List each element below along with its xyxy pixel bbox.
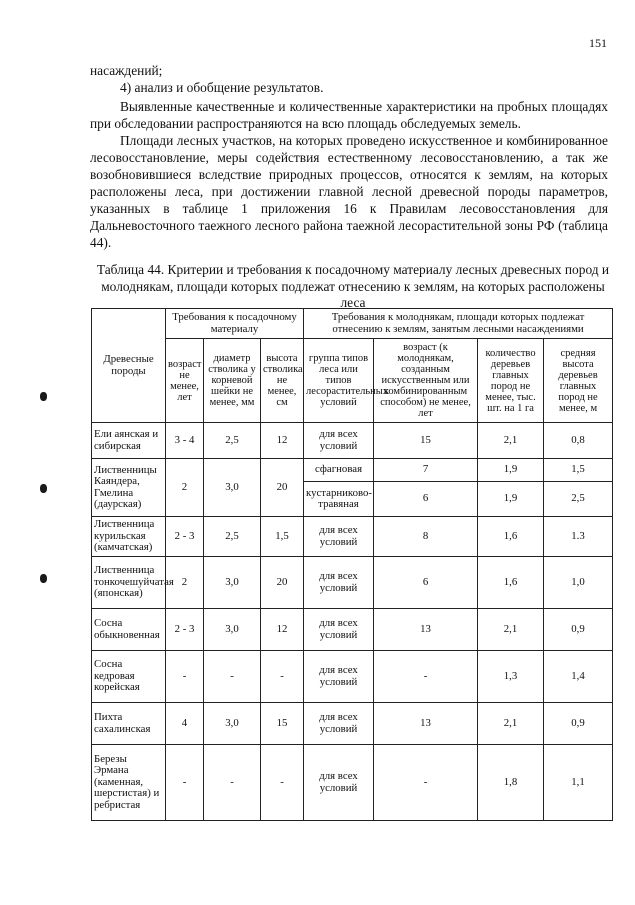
binder-hole-mark bbox=[40, 484, 47, 493]
cell-group: для всех условий bbox=[304, 557, 374, 609]
cell-avg-height: 0,9 bbox=[544, 609, 613, 651]
cell-age: 2 bbox=[166, 557, 204, 609]
cell-height: 1,5 bbox=[261, 517, 304, 557]
paragraph-3: Выявленные качественные и количественные характеристики на пробных площадях при обследовании распространяются на всю площадь обследуемых земель. bbox=[90, 99, 608, 131]
cell-avg-height: 1,4 bbox=[544, 651, 613, 703]
header-col-young-age: возраст (к молоднякам, созданным искусственным или комбинированным способом) не менее, лет bbox=[374, 339, 478, 423]
page-number: 151 bbox=[589, 36, 607, 50]
cell-group: для всех условий bbox=[304, 745, 374, 821]
header-col-avg-height: средняя высота деревьев главных пород не менее, м bbox=[544, 339, 613, 423]
cell-count: 1,9 bbox=[478, 459, 544, 482]
cell-count: 1,6 bbox=[478, 557, 544, 609]
header-planting: Требования к посадочному материалу bbox=[166, 309, 304, 339]
criteria-table bbox=[91, 308, 613, 821]
cell-height: 15 bbox=[261, 703, 304, 745]
table-header-row-2 bbox=[92, 339, 613, 423]
table-row bbox=[92, 745, 613, 821]
cell-diameter: 2,5 bbox=[204, 423, 261, 459]
cell-age: - bbox=[166, 651, 204, 703]
cell-age: 2 - 3 bbox=[166, 517, 204, 557]
header-col-diameter: диаметр стволика у корневой шейки не менее, мм bbox=[204, 339, 261, 423]
cell-diameter: - bbox=[204, 745, 261, 821]
cell-group: для всех условий bbox=[304, 517, 374, 557]
cell-height: - bbox=[261, 651, 304, 703]
cell-height: 20 bbox=[261, 557, 304, 609]
cell-young-age: 13 bbox=[374, 703, 478, 745]
paragraph-2: 4) анализ и обобщение результатов. bbox=[120, 80, 324, 95]
cell-species: Ели аянская и сибирская bbox=[92, 423, 166, 459]
binder-hole-mark bbox=[40, 574, 47, 583]
cell-young-age: 8 bbox=[374, 517, 478, 557]
table-row bbox=[92, 651, 613, 703]
header-col-count: количество деревьев главных пород не менее, тыс. шт. на 1 га bbox=[478, 339, 544, 423]
paragraph-1: насаждений; bbox=[90, 63, 163, 78]
cell-young-age: 15 bbox=[374, 423, 478, 459]
cell-avg-height: 2,5 bbox=[544, 482, 613, 517]
cell-young-age: 13 bbox=[374, 609, 478, 651]
cell-diameter: 3,0 bbox=[204, 557, 261, 609]
cell-age: 3 - 4 bbox=[166, 423, 204, 459]
table-header-row-1 bbox=[92, 309, 613, 339]
cell-count: 2,1 bbox=[478, 703, 544, 745]
cell-young-age: - bbox=[374, 745, 478, 821]
cell-young-age: - bbox=[374, 651, 478, 703]
binder-hole-mark bbox=[40, 392, 47, 401]
cell-height: 20 bbox=[261, 459, 304, 517]
cell-height: - bbox=[261, 745, 304, 821]
cell-young-age: 6 bbox=[374, 482, 478, 517]
paragraph-4: Площади лесных участков, на которых проведено искусственное и комбинированное лесовосстановление, меры содействия естественному лесовосстановлению, а так же возобновившиеся вследствие природных процессов, относятся к землям, на которых расположены леса, при достижении главной лесной древесной породы параметров, указанных в таблице 1 приложения 16 к Правилам лесовосстановления для Дальневосточного таежного лесного района таежной лесорастительной зоны РФ (таблица 44). bbox=[90, 133, 608, 250]
cell-avg-height: 1,1 bbox=[544, 745, 613, 821]
cell-height: 12 bbox=[261, 423, 304, 459]
cell-count: 2,1 bbox=[478, 609, 544, 651]
cell-diameter: 3,0 bbox=[204, 459, 261, 517]
table-row bbox=[92, 423, 613, 459]
cell-group: для всех условий bbox=[304, 651, 374, 703]
cell-group: для всех условий bbox=[304, 423, 374, 459]
cell-avg-height: 0,9 bbox=[544, 703, 613, 745]
header-col-height: высота стволика не менее, см bbox=[261, 339, 304, 423]
cell-diameter: 3,0 bbox=[204, 703, 261, 745]
cell-count: 1,9 bbox=[478, 482, 544, 517]
cell-diameter: 3,0 bbox=[204, 609, 261, 651]
cell-age: - bbox=[166, 745, 204, 821]
cell-young-age: 7 bbox=[374, 459, 478, 482]
cell-species: Сосна кедровая корейская bbox=[92, 651, 166, 703]
cell-diameter: - bbox=[204, 651, 261, 703]
cell-species: Лиственница тонкочешуйчатая (японская) bbox=[92, 557, 166, 609]
body-text bbox=[90, 62, 608, 251]
table-row bbox=[92, 609, 613, 651]
cell-group: для всех условий bbox=[304, 609, 374, 651]
cell-avg-height: 1.3 bbox=[544, 517, 613, 557]
cell-group: кустарниково-травяная bbox=[304, 482, 374, 517]
cell-count: 1,8 bbox=[478, 745, 544, 821]
cell-species: Лиственницы Каяндера, Гмелина (даурская) bbox=[92, 459, 166, 517]
header-young: Требования к молоднякам, площади которых подлежат отнесению к землям, занятым лесными насаждениями bbox=[304, 309, 613, 339]
cell-age: 2 - 3 bbox=[166, 609, 204, 651]
cell-age: 2 bbox=[166, 459, 204, 517]
cell-age: 4 bbox=[166, 703, 204, 745]
table-row bbox=[92, 459, 613, 482]
cell-avg-height: 0,8 bbox=[544, 423, 613, 459]
header-col-group: группа типов леса или типов лесорастительных условий bbox=[304, 339, 374, 423]
cell-species: Лиственница курильская (камчатская) bbox=[92, 517, 166, 557]
cell-young-age: 6 bbox=[374, 557, 478, 609]
table-row bbox=[92, 703, 613, 745]
header-species: Древесные породы bbox=[92, 309, 166, 423]
cell-species: Пихта сахалинская bbox=[92, 703, 166, 745]
cell-diameter: 2,5 bbox=[204, 517, 261, 557]
cell-avg-height: 1,5 bbox=[544, 459, 613, 482]
cell-count: 1,3 bbox=[478, 651, 544, 703]
cell-group: для всех условий bbox=[304, 703, 374, 745]
cell-avg-height: 1,0 bbox=[544, 557, 613, 609]
table-caption: Таблица 44. Критерии и требования к посадочному материалу лесных древесных пород и молоднякам, площади которых подлежат отнесению к землям, на которых расположены леса bbox=[96, 262, 610, 310]
cell-species: Сосна обыкновенная bbox=[92, 609, 166, 651]
cell-height: 12 bbox=[261, 609, 304, 651]
cell-count: 1,6 bbox=[478, 517, 544, 557]
cell-count: 2,1 bbox=[478, 423, 544, 459]
cell-species: Березы Эрмана (каменная, шерстистая) и ребристая bbox=[92, 745, 166, 821]
header-col-age: возраст не менее, лет bbox=[166, 339, 204, 423]
table-row bbox=[92, 517, 613, 557]
table-row bbox=[92, 557, 613, 609]
cell-group: сфагновая bbox=[304, 459, 374, 482]
